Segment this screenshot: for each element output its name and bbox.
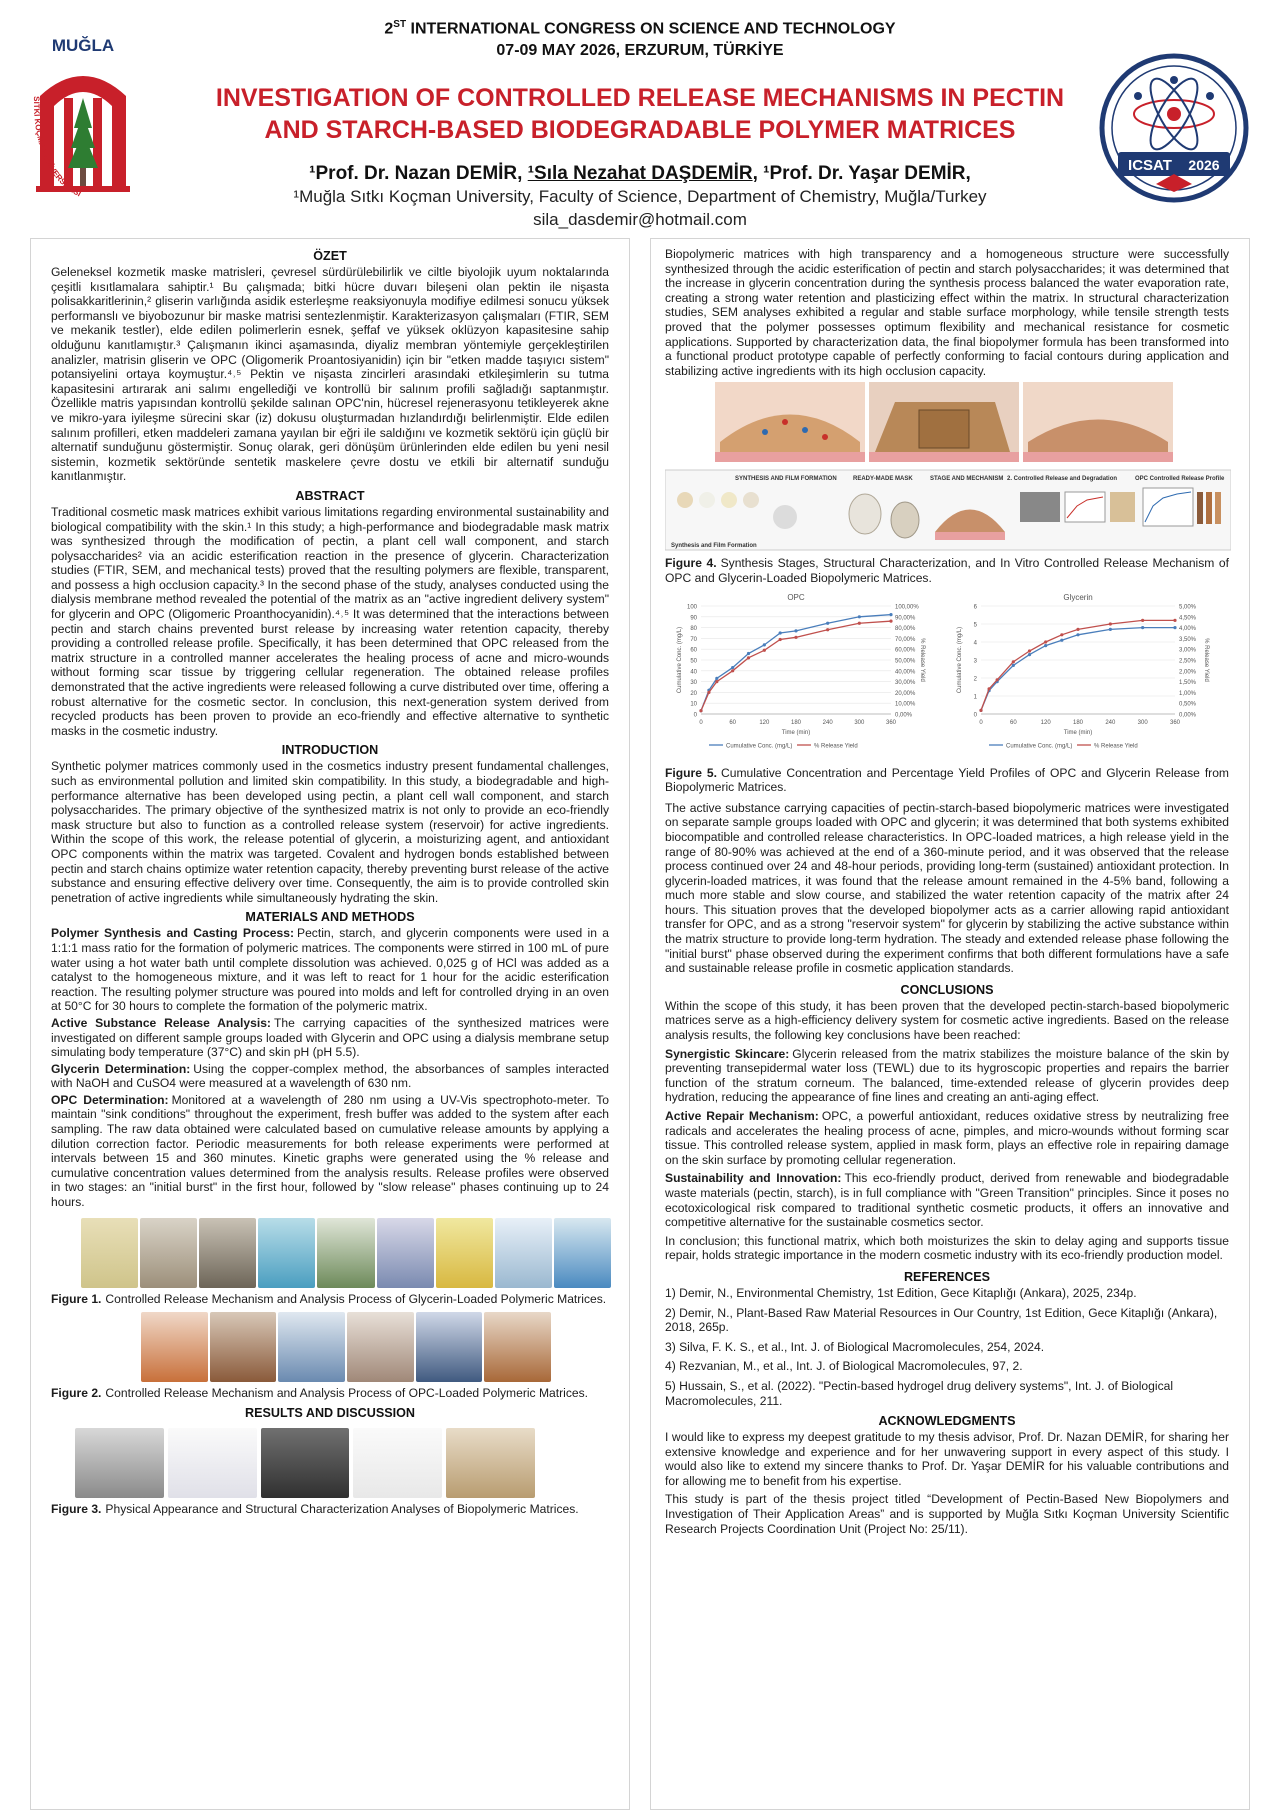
y-tick-label: 10 xyxy=(690,701,697,708)
y-tick-label: 50 xyxy=(690,658,697,665)
acknowledgments-heading: ACKNOWLEDGMENTS xyxy=(878,1414,1016,1429)
data-point xyxy=(889,619,892,622)
fig4-label-degradation: 2. Controlled Release and Degradation xyxy=(1007,476,1118,483)
x-tick-label: 60 xyxy=(1009,719,1017,726)
data-point xyxy=(763,643,766,646)
left-column xyxy=(30,238,630,1810)
fig4-label-bottom: Synthesis and Film Formation xyxy=(671,543,757,550)
figure-2-photo xyxy=(141,1312,208,1382)
fig4-label-profile: OPC Controlled Release Profile xyxy=(1135,476,1225,483)
figure-1-photo xyxy=(258,1218,315,1288)
legend-label: % Release Yield xyxy=(1094,743,1138,750)
data-point xyxy=(1109,622,1112,625)
data-point xyxy=(779,637,782,640)
y2-tick-label: 80,00% xyxy=(895,625,916,632)
fig4-label-synthesis: SYNTHESIS AND FILM FORMATION xyxy=(735,476,837,483)
results-heading: RESULTS AND DISCUSSION xyxy=(244,1405,416,1420)
abstract-heading: ABSTRACT xyxy=(295,488,365,503)
data-point xyxy=(1044,640,1047,643)
figure-4-caption: Figure 4. Synthesis Stages, Structural Characterization, and In Vitro Controlled Release Mechanism of OPC and Glycerin-Loaded Biopolymeric Matrices. xyxy=(665,556,1229,585)
x-tick-label: 360 xyxy=(885,719,897,726)
y2-tick-label: 60,00% xyxy=(895,647,916,654)
data-point xyxy=(858,615,861,618)
y2-tick-label: 3,50% xyxy=(1179,636,1197,643)
method-opc: OPC Determination: Monitored at a wavelength of 280 nm using a UV-Vis spectrophoto-meter. To maintain "sink conditions" throughout the experiment, fresh buffer was added to the system after each sampling. The raw data obtained were calculated based on cumulative release amounts by applying a dilution correction factor. Periodic measurements for both release experiments were performed at intervals between 15 and 360 minutes. Kinetic graphs were generated using the % release and cumulative concentration values determined from the analysis results. Release profiles were observed in two stages: an "initial burst" in the first hour, followed by "slow release" phases continuing up to 24 hours. xyxy=(51,1092,609,1210)
y-tick-label: 4 xyxy=(973,640,977,647)
results-discussion-text: The active substance carrying capacities of pectin-starch-based biopolymeric matrices were investigated on separate sample groups loaded with OPC and glycerin; it was determined that both systems exhibited biocompatible and controlled release characteristics. In OPC-loaded matrices, a high release yield in the range of 80-90% was achieved at the end of a 360-minute period, and it was observed that the release process continued over 24 and 48-hour periods, providing long-term (sustained) antioxidant protection. In glycerin-loaded matrices, it was found that the release amount remained in the 4-5% band, following a much more stable and slow course, and stabilized the water retention capacity of the matrix after 24 hours. This situation proves that the developed biopolymer acts as a carrier allowing rapid antioxidant transfer for OPC, and as a strong "reservoir system" for glycerin by stabilizing the active substance within the matrix structure to provide long-term hydration. The steady and extended release phase following the "initial burst" phase observed during the experiment confirms that both different formulations have a safe and sustainable release profile in cosmetic application standards. xyxy=(665,800,1229,976)
figure-1-photo xyxy=(554,1218,611,1288)
figure-1-photo xyxy=(81,1218,138,1288)
data-point xyxy=(1076,627,1079,630)
conclusion-skincare: Synergistic Skincare: Glycerin released from the matrix stabilizes the moisture balance of the skin by preventing transepidermal water loss (TEWL) due to its hygroscopic properties and repairs the barrier function of the stratum corneum. The balanced, time-extended release of glycerin provides deep hydration, reducing the appearance of fine lines and creating an anti-aging effect. xyxy=(665,1046,1230,1105)
y2-tick-label: 1,00% xyxy=(1179,690,1197,697)
data-point xyxy=(715,680,718,683)
x-tick-label: 60 xyxy=(729,719,737,726)
affiliation: ¹Muğla Sıtkı Koçman University, Faculty of Science, Department of Chemistry, Muğla/Turkey xyxy=(293,187,987,206)
data-point xyxy=(1141,618,1144,621)
method-glycerin: Glycerin Determination: Using the copper-complex method, the absorbances of samples interacted with NaOH and CuSO4 were measured at a wavelength of 630 nm. xyxy=(51,1061,609,1091)
acknowledgments-text: I would like to express my deepest gratitude to my thesis advisor, Prof. Dr. Nazan DEMİR, for sharing her extensive knowledge and experience and for her unwavering support in every aspect of this study. I would also like to extend my sincere thanks to Prof. Dr. Yaşar DEMİR for his valuable contributions and for allowing me to benefit from his expertise. xyxy=(665,1430,1229,1488)
y2-axis-label: % Release Yield xyxy=(919,637,925,682)
figure-2-photo xyxy=(484,1312,551,1382)
data-point xyxy=(731,669,734,672)
conclusion-repair: Active Repair Mechanism: OPC, a powerful antioxidant, reduces oxidative stress by neutralizing free radicals and accelerates the healing process of acne, pimples, and micro-wounds without forming scar tissue. This controlled release system, applied in mask form, plays an effective role in repairing damage on the skin surface by promoting cellular regeneration. xyxy=(665,1109,1229,1167)
figure-4-illustration xyxy=(665,382,1229,552)
reference-item: 5) Hussain, S., et al. (2022). "Pectin-based hydrogel drug delivery systems", Int. J. of Biological Macromolecules, 211. xyxy=(665,1378,1174,1408)
author-1: ¹Prof. Dr. Nazan DEMİR, xyxy=(309,163,523,184)
figure-2-caption: Figure 2. Controlled Release Mechanism and Analysis Process of OPC-Loaded Polymeric Matrices. xyxy=(51,1386,589,1401)
y2-tick-label: 4,00% xyxy=(1179,625,1197,632)
right-column xyxy=(650,238,1250,1810)
method-synthesis: Polymer Synthesis and Casting Process: Pectin, starch, and glycerin components were used in a 1:1:1 mass ratio for the formation of polymeric matrices. The components were stirred in 100 mL of pure water using a hot water bath until complete dissolution was achieved. 0,025 g of HCl was added as a catalyst to the homogeneous mixture, and it was left to react for 1 hour for the acidic esterification reaction. The resulting polymer structure was poured into molds and left for controlled drying in an oven at 50°C for 30 hours to complete the formation of the polymeric matrix. xyxy=(51,926,609,1014)
data-point xyxy=(699,709,702,712)
x-axis-label: Time (min) xyxy=(1063,729,1093,736)
conclusions-intro: Within the scope of this study, it has been proven that the developed pectin-starch-based biopolymeric matrices serve as a high-efficiency delivery system for cosmetic active ingredients. Based on the release analysis results, the following key conclusions have been reached: xyxy=(665,998,1229,1043)
figure-5-caption: Figure 5. Cumulative Concentration and Percentage Yield Profiles of OPC and Glycerin Release from Biopolymeric Matrices. xyxy=(665,765,1230,795)
ozet-heading: ÖZET xyxy=(313,249,347,263)
method-release: Active Substance Release Analysis: The carrying capacities of the synthesized matrices were investigated on different sample groups loaded with Glycerin and OPC using a dialysis membrane setup simulating body temperature (37°C) and skin pH (pH 5.5). xyxy=(51,1015,609,1060)
figure-3-caption: Figure 3. Physical Appearance and Structural Characterization Analyses of Biopolymeric Matrices. xyxy=(51,1501,579,1516)
y-tick-label: 90 xyxy=(690,614,697,621)
y2-tick-label: 2,00% xyxy=(1179,668,1197,675)
y-tick-label: 3 xyxy=(973,658,977,665)
y-tick-label: 1 xyxy=(973,694,977,701)
author-list xyxy=(0,162,1280,186)
data-point xyxy=(794,629,797,632)
figure-3-photo xyxy=(353,1428,442,1498)
data-point xyxy=(1141,626,1144,629)
y-tick-label: 0 xyxy=(693,712,697,719)
figure-2-photo xyxy=(210,1312,277,1382)
x-tick-label: 300 xyxy=(1137,719,1148,726)
y-tick-label: 20 xyxy=(690,690,697,697)
glycerin-release-chart xyxy=(945,590,1231,762)
data-point xyxy=(747,656,750,659)
data-point xyxy=(715,676,718,679)
y-tick-label: 2 xyxy=(973,676,977,683)
x-tick-label: 120 xyxy=(1040,719,1051,726)
y-tick-label: 0 xyxy=(973,712,977,719)
data-point xyxy=(1060,633,1063,636)
introduction-heading: INTRODUCTION xyxy=(281,743,379,758)
figure-2-photo xyxy=(278,1312,345,1382)
x-axis-label: Time (min) xyxy=(781,729,811,736)
data-point xyxy=(1173,626,1176,629)
data-point xyxy=(1012,663,1015,666)
y2-tick-label: 100,00% xyxy=(895,604,919,611)
data-point xyxy=(731,665,734,668)
results-intro-text: Biopolymeric matrices with high transparency and a homogeneous structure were successfully synthesized through the acidic esterification of pectin and starch polysaccharides; it was determined that the increase in glycerin concentration during the synthesis process balanced the water evaporation rate, creating a strong water retention and plasticizing effect within the matrix. In structural characterization studies, SEM analyses exhibited a regular and stable surface morphology, while tensile strength tests proved that the polymer possesses optimum flexibility and mechanical resistance for cosmetic applications. Supported by characterization data, the final biopolymer formula has been transformed into a functional product prototype capable of perfectly conforming to facial contours during application and stabilizing active ingredients with its high occlusion capacity. xyxy=(665,247,1229,378)
y2-tick-label: 5,00% xyxy=(1179,604,1197,611)
figure-3-photos xyxy=(75,1428,535,1498)
figure-1-photo xyxy=(317,1218,374,1288)
data-point xyxy=(996,678,999,681)
y2-tick-label: 0,00% xyxy=(1179,712,1197,719)
y2-tick-label: 2,50% xyxy=(1179,658,1197,665)
data-point xyxy=(858,621,861,624)
figure-3-photo xyxy=(168,1428,257,1498)
y-tick-label: 5 xyxy=(973,622,977,629)
y-axis-label: Cumulative Conc. (mg/L) xyxy=(677,626,683,693)
data-point xyxy=(1028,653,1031,656)
y2-tick-label: 3,00% xyxy=(1179,647,1197,654)
fig4-label-mask: READY-MADE MASK xyxy=(853,476,913,483)
conclusion-sustainability: Sustainability and Innovation: This eco-friendly product, derived from renewable and biodegradable waste materials (pectin, starch), is in full compliance with "Green Transition" principles. Since it poses no ecotoxicological risk compared to traditional synthetic cosmetic products, it offers an innovative and competitive alternative for the sustainable cosmetics sector. xyxy=(665,1171,1229,1230)
reference-item: 3) Silva, F. K. S., et al., Int. J. of Biological Macromolecules, 254, 2024. xyxy=(665,1339,1045,1354)
project-support-text: This study is part of the thesis project titled “Development of Pectin-Based New Biopolymers and Investigation of Their Application Areas” and is supported by Muğla Sıtkı Koçman University Scientific Research Projects Coordination Unit (Project No: 25/11). xyxy=(665,1492,1229,1536)
figure-2-photos xyxy=(141,1312,551,1382)
figure-1-photo xyxy=(377,1218,434,1288)
author-2: ¹Sıla Nezahat DAŞDEMİR xyxy=(527,163,753,184)
y-tick-label: 30 xyxy=(690,679,697,686)
data-point xyxy=(707,690,710,693)
data-point xyxy=(747,651,750,654)
x-tick-label: 120 xyxy=(759,719,770,726)
icsat-logo-text: ICSAT xyxy=(1128,157,1172,174)
legend-label: % Release Yield xyxy=(814,743,858,750)
fig4-label-mechanism: STAGE AND MECHANISM xyxy=(930,476,1004,483)
ozet-text: Geleneksel kozmetik maske matrisleri, çevresel sürdürülebilirlik ve ciltle biyolojik uyum noktalarında çeşitli kısıtlamalara sahiptir.¹ Bu çalışmada; bitki hücre duvarı bileşeni olan pektin ile nişasta polisakkaritlerinin,² gliserin varlığında asidik esterleşme reaksiyonuyla modifiye edilmesi sonucu yüksek performanslı ve biyobozunur bir maske matrisi sentezlenmiştir. Karakterizasyon çalışmaları (FTIR, SEM ve mekanik testler), elde edilen polimerlerin esnek, şeffaf ve yüksek oklüzyon kapasitesine sahip olduğunu kanıtlamıştır.³ Çalışmanın ikinci aşamasında, diyaliz membran yöntemiyle gerçekleştirilen analizler, matrisin gliserin ve OPC (Oligomerik Proantosiyanidin) için bir "etken madde taşıyıcı sistem" potansiyelini ortaya koymuştur.⁴˒⁵ Pektin ve nişasta zincirleri arasındaki etkileşimlerin su tutma kapasitesini artırarak ani salımı engellediği ve kontrollü bir salınım profili sağladığı saptanmıştır. Özellikle matris yapısından kontrollü şekilde salınan OPC'nin, hücresel rejenerasyonu tetikleyerek akne ve mikro-yara iyileşme sürecini skar (iz) dokusu oluşturmadan hızlandırdığı belirlenmiştir. Elde edilen salınım profilleri, etken maddeleri zamana yayılan bir eğri ile saldığını ve kozmetik sektörü için güçlü bir alternatif sunduğunu göstermiştir. Sonuç olarak, geri dönüşüm ürünlerinden elde edilen bu yeni nesil sistemin, kozmetik sektöründe sentetik maskelere çevre dostu ve etkili bir alternatif sunduğu kanıtlanmıştır. xyxy=(51,265,609,484)
reference-item: 2) Demir, N., Plant-Based Raw Material Resources in Our Country, 1st Edition, Gece Kitaplığı (Ankara), 2018, 265p. xyxy=(665,1305,1218,1335)
reference-item: 1) Demir, N., Environmental Chemistry, 1st Edition, Gece Kitaplığı (Ankara), 2025, 234p. xyxy=(665,1285,1137,1300)
introduction-text: Synthetic polymer matrices commonly used in the cosmetics industry present fundamental challenges, such as environmental pollution and limited skin compatibility. In this study, a biodegradable and high-performance alternative has been developed using pectin, a plant cell wall component, and starch polysaccharides. The primary objective of the synthesized matrix is not only to provide an eco-friendly mask structure but also to function as a controlled release system (reservoir) for active ingredients. Within the scope of this work, the release potential of glycerin, a moisturizing agent, and antioxidant OPC components within the matrix was targeted. Covalent and hydrogen bonds established between pectin and starch chains optimize water retention capacity, thereby preventing burst release of the active substance and ensuring effective delivery over time. Consequently, the aim is to provide controlled skin penetration of active ingredients while simultaneously hydrating the skin. xyxy=(51,759,609,905)
icsat-logo-year: 2026 xyxy=(1188,157,1220,173)
data-point xyxy=(987,687,990,690)
y2-tick-label: 40,00% xyxy=(895,668,916,675)
references-heading: REFERENCES xyxy=(903,1269,991,1284)
figure-1-photo xyxy=(140,1218,197,1288)
abstract-text: Traditional cosmetic mask matrices exhibit various limitations regarding environmental sustainability and biological compatibility with the skin.¹ In this study; a high-performance and biodegradable mask matrix was synthesized through the modification of pectin, a plant cell wall component, and starch polysaccharides² via an acidic esterification reaction in the presence of glycerin. Characterization studies (FTIR, SEM, and mechanical tests) proved that the resulting polymers are flexible, transparent, and possess a high occlusion capacity.³ In the second phase of the study, analyses conducted using the dialysis membrane method revealed the potential of the matrix as an "active ingredient delivery system" for glycerin and OPC (Oligomeric Proanthocyanidin).⁴˒⁵ It was determined that the interactions between pectin and starch chains prevented burst release by increasing water retention capacity, thereby providing a controlled release profile. Specifically, it has been determined that OPC released from the matrix structure in a controlled manner accelerates the healing process of acne and micro-wounds without forming scar tissue by triggering cellular regeneration. The obtained release profiles demonstrated that the active ingredients were released following a curve distributed over time, offering a robust alternative for the cosmetic sector. In conclusion, this next-generation system derived from recycled products has been proven to provide an eco-friendly and effective alternative to synthetic masks in the cosmetic industry. xyxy=(51,504,609,738)
x-tick-label: 180 xyxy=(1072,719,1084,726)
y2-tick-label: 50,00% xyxy=(895,658,916,665)
y-tick-label: 80 xyxy=(690,625,697,632)
legend-label: Cumulative Conc. (mg/L) xyxy=(1006,743,1073,750)
y2-tick-label: 30,00% xyxy=(895,679,916,686)
x-tick-label: 0 xyxy=(699,719,703,726)
opc-release-chart xyxy=(665,590,945,762)
reference-item: 4) Rezvanian, M., et al., Int. J. of Biological Macromolecules, 97, 2. xyxy=(665,1359,1023,1374)
data-point xyxy=(779,631,782,634)
mugla-logo-arc: SITKI KOÇMAN ÜNİVERSİTESİ xyxy=(31,96,83,199)
conclusion-final: In conclusion; this functional matrix, which both moisturizes the skin to delay aging and supports tissue repair, holds strategic importance in the modern cosmetic industry with its eco-friendly production model. xyxy=(665,1233,1229,1263)
y-tick-label: 40 xyxy=(690,668,697,675)
icsat-logo xyxy=(1098,52,1250,204)
y-tick-label: 70 xyxy=(690,636,697,643)
y2-tick-label: 0,00% xyxy=(895,712,913,719)
poster-header xyxy=(0,0,1280,236)
figure-3-photo xyxy=(261,1428,350,1498)
figure-2-photo xyxy=(347,1312,414,1382)
chart-title: Glycerin xyxy=(1063,592,1093,602)
x-tick-label: 180 xyxy=(790,719,802,726)
y2-tick-label: 4,50% xyxy=(1179,614,1197,621)
figure-5-charts xyxy=(665,590,1229,762)
figure-2-photo xyxy=(416,1312,483,1382)
chart-title: OPC xyxy=(787,592,805,602)
y2-tick-label: 0,50% xyxy=(1179,701,1197,708)
figure-1-caption: Figure 1. Controlled Release Mechanism and Analysis Process of Glycerin-Loaded Polymeric Matrices. xyxy=(51,1291,607,1306)
figure-1-photo xyxy=(436,1218,493,1288)
data-point xyxy=(763,648,766,651)
figure-1-photo xyxy=(199,1218,256,1288)
y2-tick-label: 10,00% xyxy=(895,701,916,708)
contact-email: sila_dasdemir@hotmail.com xyxy=(533,210,747,229)
data-point xyxy=(1109,627,1112,630)
y-tick-label: 60 xyxy=(690,647,697,654)
poster-title: INVESTIGATION OF CONTROLLED RELEASE MECHANISMS IN PECTIN AND STARCH-BASED BIODEGRADABLE POLYMER MATRICES xyxy=(215,84,1065,144)
data-point xyxy=(889,613,892,616)
congress-title: 2ST INTERNATIONAL CONGRESS ON SCIENCE AND TECHNOLOGY 07-09 MAY 2026, ERZURUM, TÜRKİYE xyxy=(384,19,896,60)
data-point xyxy=(1060,638,1063,641)
x-tick-label: 240 xyxy=(1105,719,1116,726)
data-point xyxy=(979,708,982,711)
data-point xyxy=(1173,618,1176,621)
data-point xyxy=(1028,649,1031,652)
y2-tick-label: 1,50% xyxy=(1179,679,1197,686)
mugla-logo-text: MUĞLA xyxy=(51,36,115,55)
data-point xyxy=(1076,633,1079,636)
x-tick-label: 0 xyxy=(979,719,983,726)
data-point xyxy=(1012,660,1015,663)
x-tick-label: 300 xyxy=(854,719,865,726)
data-point xyxy=(826,621,829,624)
figure-1-photos xyxy=(81,1218,611,1288)
y-tick-label: 100 xyxy=(686,604,697,611)
data-point xyxy=(794,635,797,638)
data-point xyxy=(1044,644,1047,647)
y2-tick-label: 20,00% xyxy=(895,690,916,697)
y2-axis-label: % Release Yield xyxy=(1203,637,1209,682)
y-tick-label: 6 xyxy=(973,604,977,611)
figure-3-photo xyxy=(446,1428,535,1498)
y2-tick-label: 90,00% xyxy=(895,614,916,621)
legend-label: Cumulative Conc. (mg/L) xyxy=(726,743,793,750)
data-point xyxy=(826,628,829,631)
y-axis-label: Cumulative Conc. (mg/L) xyxy=(957,626,963,693)
figure-1-photo xyxy=(495,1218,552,1288)
author-3: , ¹Prof. Dr. Yaşar DEMİR, xyxy=(752,163,971,184)
x-tick-label: 240 xyxy=(822,719,833,726)
y2-tick-label: 70,00% xyxy=(895,636,916,643)
figure-3-photo xyxy=(75,1428,164,1498)
methods-heading: MATERIALS AND METHODS xyxy=(245,910,415,925)
x-tick-label: 360 xyxy=(1169,719,1181,726)
conclusions-heading: CONCLUSIONS xyxy=(900,982,994,997)
